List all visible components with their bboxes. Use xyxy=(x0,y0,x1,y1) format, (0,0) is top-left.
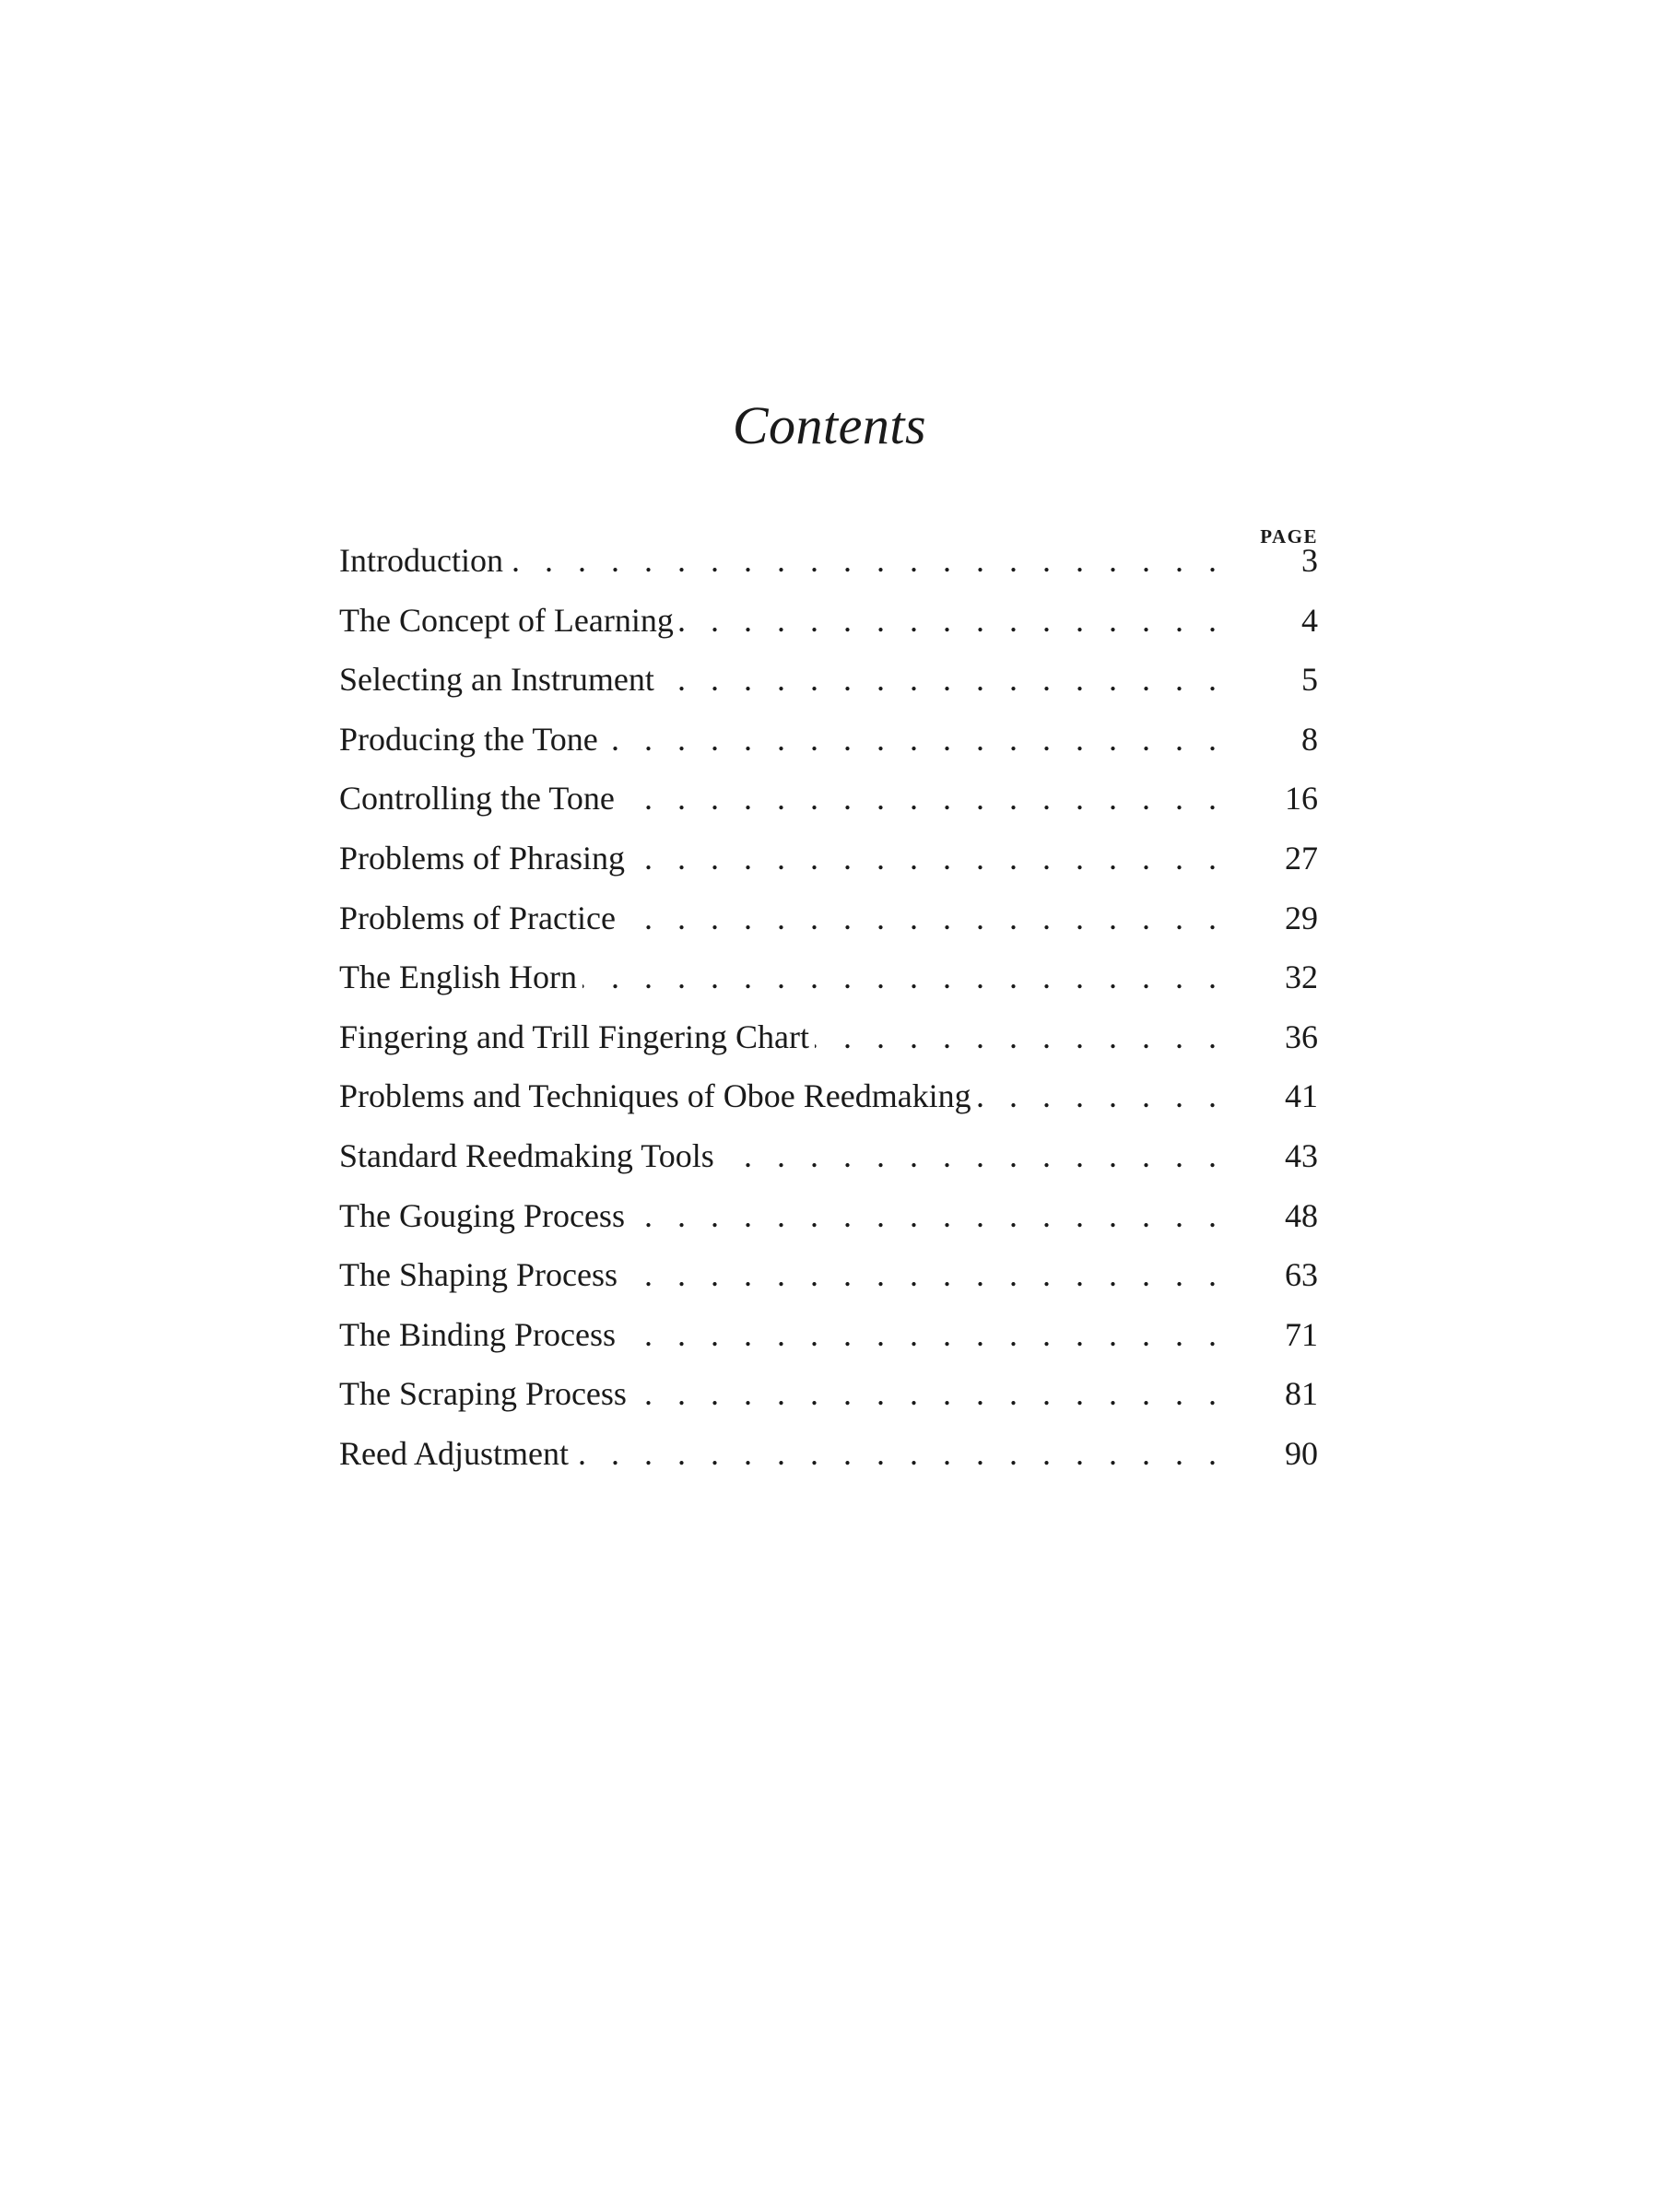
toc-entry xyxy=(339,650,1318,710)
toc-entry-title: Problems and Techniques of Oboe Reedmaking xyxy=(339,1077,971,1115)
dot-leader xyxy=(621,888,1253,948)
toc-entry-page: 36 xyxy=(1285,1018,1318,1055)
toc-entry-page: 90 xyxy=(1285,1434,1318,1472)
toc-entry-title: Fingering and Trill Fingering Chart xyxy=(339,1018,810,1055)
toc-entry-page: 4 xyxy=(1301,601,1318,639)
page-title: Contents xyxy=(732,395,927,455)
toc-entry xyxy=(339,769,1318,829)
toc-entry xyxy=(339,829,1318,888)
toc-entry-page: 71 xyxy=(1285,1315,1318,1353)
dot-leader xyxy=(623,1245,1253,1305)
toc-entry-page: 43 xyxy=(1285,1136,1318,1174)
dot-leader xyxy=(815,1007,1253,1067)
toc-entry xyxy=(339,1305,1318,1365)
toc-entry-title: Producing the Tone xyxy=(339,720,598,758)
toc-entry-title: Standard Reedmaking Tools xyxy=(339,1136,714,1174)
toc-entry-page: 41 xyxy=(1285,1077,1318,1115)
toc-entry-page: 63 xyxy=(1285,1256,1318,1294)
toc-entry xyxy=(339,1245,1318,1305)
toc-entry xyxy=(339,1364,1318,1424)
toc-entry-title: Reed Adjustment xyxy=(339,1434,569,1472)
toc-entry-list xyxy=(339,531,1318,1484)
dot-leader xyxy=(574,1424,1253,1484)
dot-leader xyxy=(582,947,1253,1007)
toc-entry xyxy=(339,947,1318,1007)
toc-entry-page: 48 xyxy=(1285,1196,1318,1234)
toc-entry xyxy=(339,1126,1318,1186)
dot-leader xyxy=(620,769,1253,829)
dot-leader xyxy=(679,591,1253,651)
toc-entry-title: The Gouging Process xyxy=(339,1196,625,1234)
toc-entry xyxy=(339,888,1318,948)
toc-entry xyxy=(339,1424,1318,1484)
toc-entry-title: Problems of Phrasing xyxy=(339,839,625,877)
dot-leader xyxy=(621,1305,1253,1365)
dot-leader xyxy=(604,710,1253,770)
toc-entry-title: The Scraping Process xyxy=(339,1375,627,1413)
toc-entry-page: 81 xyxy=(1285,1375,1318,1413)
toc-entry xyxy=(339,1186,1318,1246)
toc-entry-page: 16 xyxy=(1285,780,1318,818)
toc-entry xyxy=(339,1007,1318,1067)
toc-entry-page: 27 xyxy=(1285,839,1318,877)
dot-leader xyxy=(632,1364,1253,1424)
toc-entry-page: 5 xyxy=(1301,661,1318,699)
toc-entry-title: Introduction xyxy=(339,542,503,579)
toc-entry xyxy=(339,710,1318,770)
toc-entry-page: 29 xyxy=(1285,899,1318,936)
toc-entry-title: Problems of Practice xyxy=(339,899,616,936)
toc-entry-title: The English Horn xyxy=(339,959,577,996)
dot-leader xyxy=(630,1186,1253,1246)
toc-entry-page: 32 xyxy=(1285,959,1318,996)
dot-leader xyxy=(977,1066,1253,1126)
toc-entry-title: Controlling the Tone xyxy=(339,780,615,818)
toc-entry-title: The Binding Process xyxy=(339,1315,616,1353)
toc-entry-title: Selecting an Instrument xyxy=(339,661,654,699)
toc-entry xyxy=(339,591,1318,651)
toc-entry xyxy=(339,531,1318,591)
toc-entry-page: 8 xyxy=(1301,720,1318,758)
dot-leader xyxy=(509,531,1253,591)
dot-leader xyxy=(660,650,1253,710)
dot-leader xyxy=(720,1126,1253,1186)
toc-entry xyxy=(339,1066,1318,1126)
page-column-header: PAGE xyxy=(1260,525,1318,547)
table-of-contents xyxy=(339,524,1318,1484)
toc-entry-page: 3 xyxy=(1301,542,1318,579)
toc-entry-title: The Shaping Process xyxy=(339,1256,618,1294)
dot-leader xyxy=(630,829,1253,888)
toc-entry-title: The Concept of Learning xyxy=(339,601,674,639)
